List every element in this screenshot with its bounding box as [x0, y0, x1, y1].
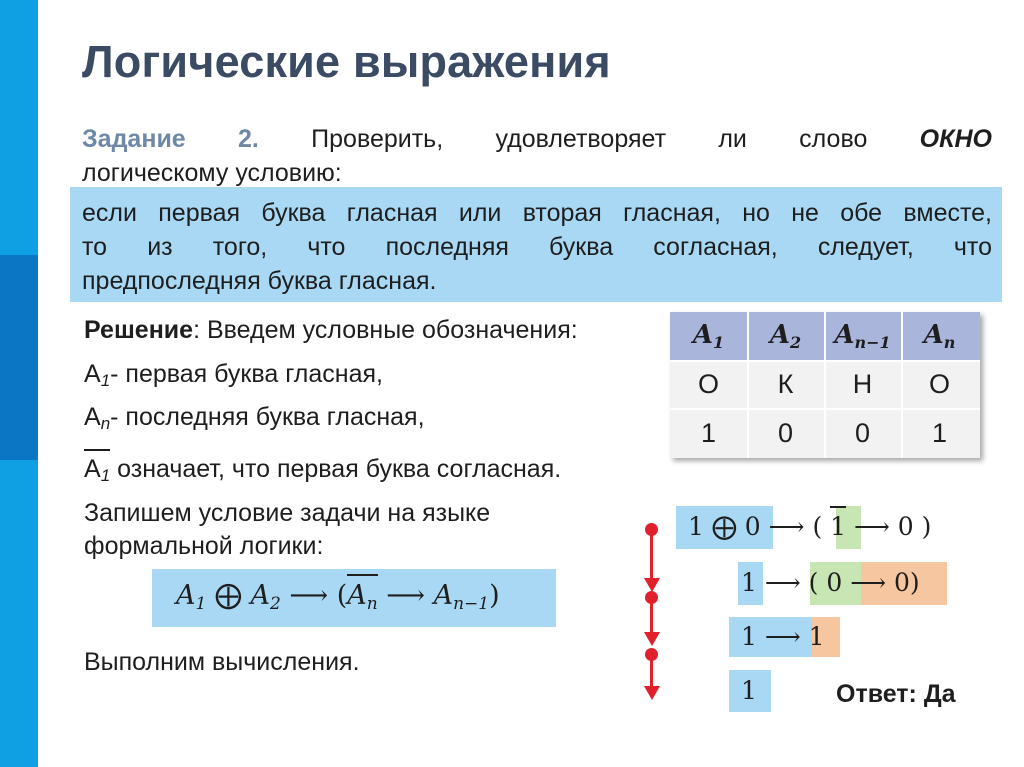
formula-xor: ⨁ — [206, 580, 251, 611]
formula-sub-n: n — [366, 594, 378, 614]
write-instruction — [84, 497, 490, 563]
formula-sub-1: 1 — [195, 594, 207, 614]
table-divider — [670, 408, 980, 410]
calc-text: Выполним вычисления. — [84, 648, 360, 676]
solution-text: : Введем условные обозначения: — [193, 316, 578, 344]
side-strip — [0, 0, 38, 767]
table-header-cell: $A_n$ — [923, 320, 956, 352]
step-2 — [741, 568, 920, 597]
def3-sub: 1 — [100, 466, 111, 485]
def1-sub: 1 — [100, 371, 111, 390]
table-value-cell: 1 — [931, 418, 948, 448]
side-strip-accent — [0, 255, 38, 460]
formula-negation — [347, 580, 377, 614]
def1-var: А — [84, 360, 101, 388]
formula-sub-2: 2 — [270, 594, 281, 614]
definition-3 — [84, 455, 561, 486]
table-header-cell: $A_2$ — [769, 320, 802, 352]
step-3 — [741, 622, 825, 651]
step-4: 1 — [741, 676, 757, 705]
def3-var: А — [84, 455, 101, 483]
task-line-2: логическому условию: — [82, 159, 342, 187]
task-word: ОКНО — [919, 125, 992, 153]
formula-arrow-2: ⟶ — [377, 580, 434, 611]
def2-var: А — [84, 403, 101, 431]
table-header-cell: $A_{n-1}$ — [834, 320, 891, 352]
step3-right: 1 — [808, 622, 825, 651]
def3-text: означает, что первая буква согласная. — [110, 455, 562, 483]
def2-text: - последняя буква гласная, — [110, 403, 425, 431]
table-value-cell: 0 — [777, 418, 794, 448]
step2-left: 1 — [741, 568, 757, 597]
step-1 — [688, 512, 931, 541]
table-letter-cell: О — [697, 369, 719, 399]
table-letter-cell: О — [928, 369, 950, 399]
formula-an: A — [347, 580, 367, 611]
solution-heading — [84, 316, 578, 345]
condition-line-3: предпоследняя буква гласная. — [82, 267, 437, 295]
write-line-2: формальной логики: — [84, 532, 324, 560]
def2-sub: n — [100, 414, 111, 433]
table-letter-cell: К — [777, 369, 794, 399]
step3-left: 1 ⟶ — [741, 622, 809, 651]
step-arrow-head-icon — [644, 578, 660, 592]
def3-negation — [84, 455, 110, 486]
formula-sub-n1: n−1 — [453, 594, 490, 614]
formula-an1: A — [433, 580, 454, 611]
step-arrow-head-icon — [644, 686, 660, 700]
step1-arrow: ⟶ ( — [760, 512, 831, 541]
definition-1 — [84, 360, 383, 391]
answer: Ответ: Да — [836, 680, 956, 708]
formula-arrow-1: ⟶ ( — [280, 580, 348, 611]
task-text: Проверить, удовлетворяет ли слово — [258, 125, 920, 153]
condition-line-1: если первая буква гласная или вторая гласная, но не обе вместе, — [82, 199, 992, 227]
table-value-cell: 1 — [700, 418, 717, 448]
truth-table — [670, 312, 980, 458]
definition-2 — [84, 403, 425, 434]
table-divider — [670, 360, 980, 362]
step-arrow-shaft — [650, 530, 653, 580]
step-arrow-shaft — [650, 655, 653, 688]
task-label: Задание 2. — [82, 125, 259, 153]
formula-a2: A — [250, 580, 270, 611]
def1-text: - первая буква гласная, — [110, 360, 383, 388]
step-arrow-head-icon — [644, 632, 660, 646]
formula-a1: A — [176, 580, 196, 611]
step2-arrow: ⟶ ( — [756, 568, 827, 597]
condition-line-2: то из того, что последняя буква согласная, следует, что — [82, 233, 992, 261]
task-line — [82, 122, 992, 156]
condition-text — [82, 196, 992, 298]
formula — [176, 580, 500, 614]
formula-close: ) — [489, 580, 500, 611]
table-letter-cell: Н — [852, 369, 873, 399]
step2-zero: 0 — [826, 568, 843, 597]
step-arrow-shaft — [650, 598, 653, 634]
step1-xor: 1 ⨁ 0 — [688, 512, 761, 541]
step1-negated: 1 — [830, 512, 847, 541]
solution-label: Решение — [84, 316, 194, 344]
step2-rest: ⟶ 0) — [842, 568, 920, 597]
write-line-1: Запишем условие задачи на языке — [84, 499, 491, 527]
table-header-cell: $A_1$ — [692, 320, 725, 352]
slide-title: Логические выражения — [82, 36, 611, 87]
step1-rest: ⟶ 0 ) — [846, 512, 932, 541]
table-value-cell: 0 — [854, 418, 871, 448]
